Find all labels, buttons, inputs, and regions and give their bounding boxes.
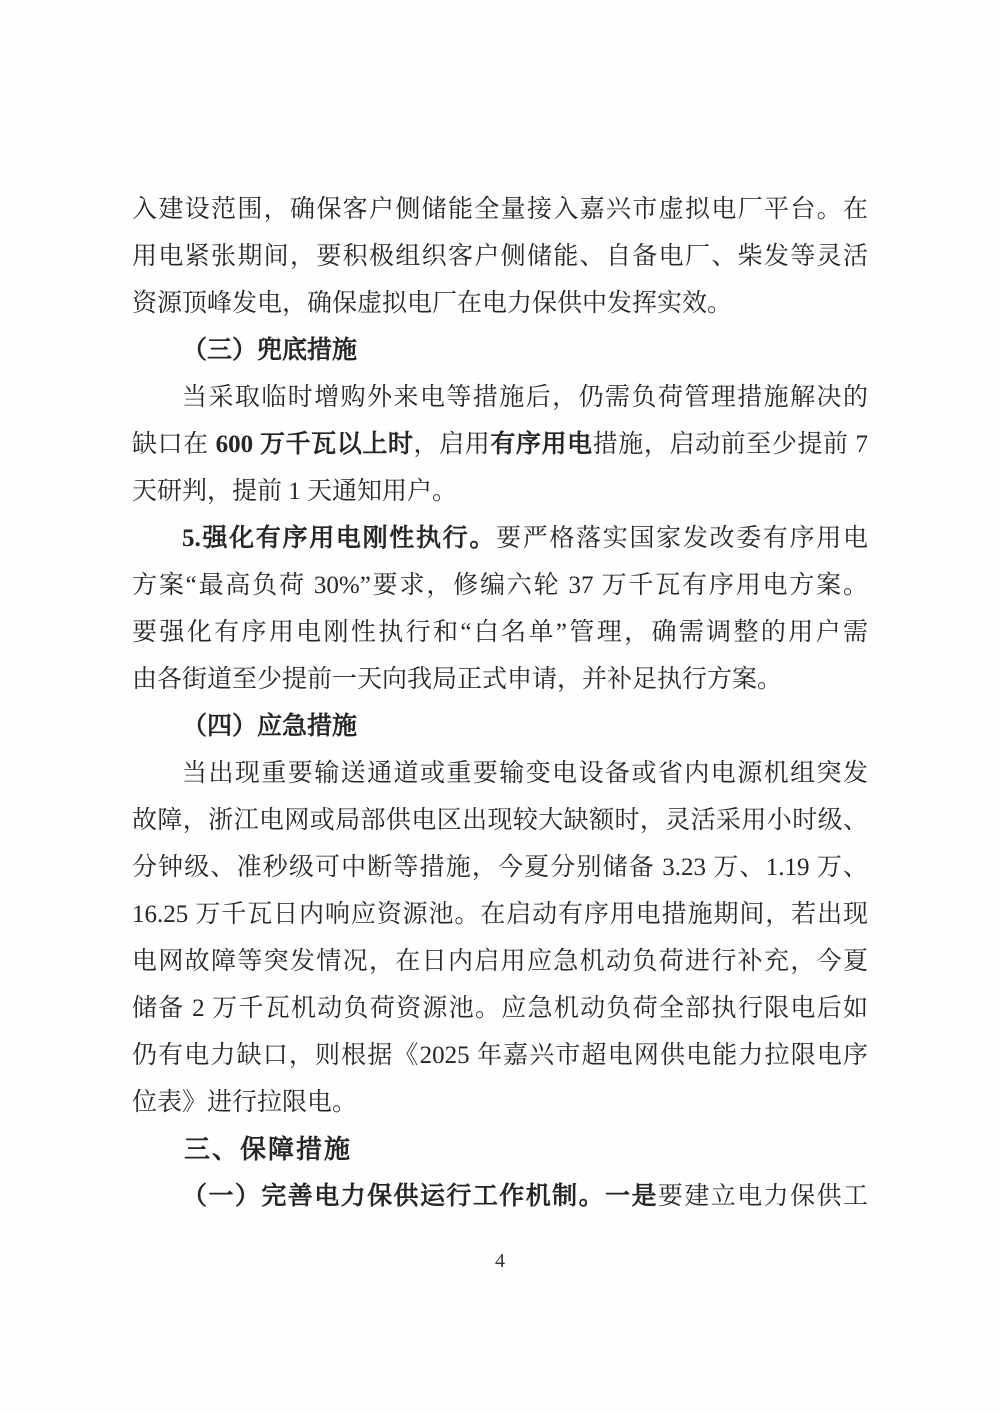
text-line bbox=[132, 1032, 868, 1079]
text-segment: ，启用 bbox=[413, 431, 491, 458]
text-line bbox=[132, 468, 868, 515]
text-segment-bold: （三）兜底措施 bbox=[182, 337, 358, 364]
text-line bbox=[132, 750, 868, 797]
text-segment-bold: 600 万千瓦以上时 bbox=[215, 431, 414, 458]
text-line bbox=[132, 421, 868, 468]
text-line bbox=[132, 515, 868, 562]
text-segment: 当出现重要输送通道或重要输变电设备或省内电源机组突发 bbox=[182, 760, 868, 787]
text-line bbox=[132, 233, 868, 280]
text-line bbox=[132, 985, 868, 1032]
text-segment: 16.25 万千瓦日内响应资源池。在启动有序用电措施期间，若出现 bbox=[132, 901, 868, 928]
text-segment: 资源顶峰发电，确保虚拟电厂在电力保供中发挥实效。 bbox=[132, 290, 733, 317]
text-segment: 分钟级、准秒级可中断等措施，今夏分别储备 3.23 万、1.19 万、 bbox=[132, 854, 868, 881]
text-line bbox=[132, 186, 868, 233]
text-segment: 入建设范围，确保客户侧储能全量接入嘉兴市虚拟电厂平台。在 bbox=[132, 196, 868, 223]
text-segment: 要强化有序用电刚性执行和“白名单”管理，确需调整的用户需 bbox=[132, 619, 868, 646]
text-line bbox=[132, 280, 868, 327]
text-segment-bold: 三、保障措施 bbox=[184, 1134, 353, 1164]
text-segment: 缺口在 bbox=[132, 431, 216, 458]
text-segment: 要建立电力保供工 bbox=[657, 1183, 868, 1210]
document-body bbox=[132, 186, 868, 1220]
text-segment: 储备 2 万千瓦机动负荷资源池。应急机动负荷全部执行限电后如 bbox=[132, 995, 868, 1022]
text-line bbox=[132, 609, 868, 656]
text-segment-bold: 有序用电 bbox=[490, 431, 593, 458]
text-segment: 措施，启动前至少提前 7 bbox=[592, 431, 868, 458]
text-segment: 故障，浙江电网或局部供电区出现较大缺额时，灵活采用小时级、 bbox=[132, 807, 868, 834]
text-line bbox=[132, 1079, 868, 1126]
text-segment: 当采取临时增购外来电等措施后，仍需负荷管理措施解决的 bbox=[182, 384, 868, 411]
text-line bbox=[132, 891, 868, 938]
text-line bbox=[132, 562, 868, 609]
text-segment: 用电紧张期间，要积极组织客户侧储能、自备电厂、柴发等灵活 bbox=[132, 243, 868, 270]
text-segment: 电网故障等突发情况，在日内启用应急机动负荷进行补充，今夏 bbox=[132, 948, 868, 975]
text-segment: 天研判，提前 1 天通知用户。 bbox=[132, 478, 458, 505]
text-segment: 方案“最高负荷 30%”要求，修编六轮 37 万千瓦有序用电方案。 bbox=[132, 572, 868, 599]
text-line bbox=[132, 656, 868, 703]
heading-line bbox=[132, 703, 868, 750]
text-segment: 要严格落实国家发改委有序用电 bbox=[496, 525, 868, 552]
text-line bbox=[132, 374, 868, 421]
text-segment: 仍有电力缺口，则根据《2025 年嘉兴市超电网供电能力拉限电序 bbox=[132, 1042, 868, 1069]
text-segment: 由各街道至少提前一天向我局正式申请，并补足执行方案。 bbox=[132, 666, 783, 693]
text-segment-bold: （四）应急措施 bbox=[182, 713, 358, 740]
page-number: 4 bbox=[495, 1250, 505, 1272]
text-segment: 位表》进行拉限电。 bbox=[132, 1089, 358, 1116]
text-line bbox=[132, 797, 868, 844]
text-segment-bold: 一是 bbox=[605, 1183, 658, 1210]
text-segment-bold: 5.强化有序用电刚性执行。 bbox=[182, 525, 497, 552]
text-line bbox=[132, 1173, 868, 1220]
heading-line bbox=[132, 327, 868, 374]
text-line bbox=[132, 844, 868, 891]
heading-line bbox=[132, 1126, 868, 1173]
text-line bbox=[132, 938, 868, 985]
text-segment-bold: （一）完善电力保供运行工作机制。 bbox=[182, 1183, 606, 1210]
